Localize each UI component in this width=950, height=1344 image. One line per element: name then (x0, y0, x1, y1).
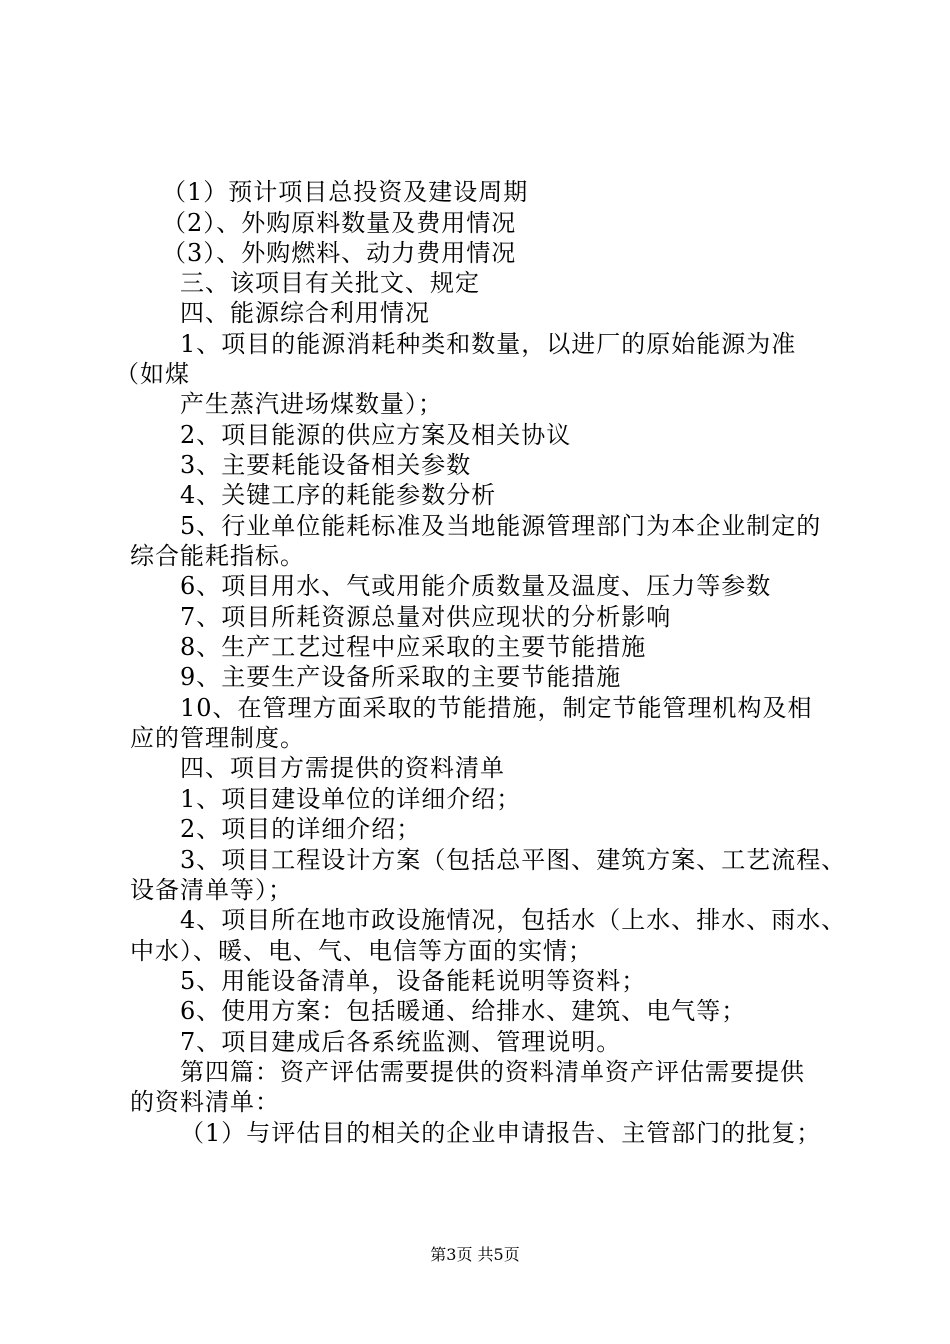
text-line: 4、关键工序的耗能参数分析 (180, 481, 497, 509)
page-number-footer: 第3页 共5页 (430, 1245, 520, 1264)
text-line: （1）与评估目的相关的企业申请报告、主管部门的批复； (180, 1119, 822, 1147)
text-line: 9、主要生产设备所采取的主要节能措施 (180, 663, 622, 691)
text-line: 10、在管理方面采取的节能措施，制定节能管理机构及相 (180, 694, 813, 722)
text-line: 5、用能设备清单，设备能耗说明等资料； (180, 967, 647, 995)
text-line: 的资料清单： (130, 1088, 280, 1116)
text-line: 7、项目所耗资源总量对供应现状的分析影响 (180, 603, 672, 631)
text-line: （1）预计项目总投资及建设周期 (162, 178, 529, 206)
text-line: （如煤 (115, 360, 190, 388)
text-line: 6、使用方案：包括暖通、给排水、建筑、电气等； (180, 997, 747, 1025)
text-line: 三、该项目有关批文、规定 (180, 269, 480, 297)
text-line: 2、项目的详细介绍； (180, 815, 422, 843)
text-line: 1、项目的能源消耗种类和数量，以进厂的原始能源为准 (180, 330, 797, 358)
text-line: 第四篇：资产评估需要提供的资料清单资产评估需要提供 (180, 1058, 805, 1086)
text-line: 四、能源综合利用情况 (180, 299, 430, 327)
text-line: 3、主要耗能设备相关参数 (180, 451, 472, 479)
text-line: 中水）、暖、电、气、电信等方面的实情； (130, 937, 593, 965)
text-line: 产生蒸汽进场煤数量）； (180, 390, 443, 418)
text-line: 应的管理制度。 (130, 724, 305, 752)
text-line: 设备清单等）； (130, 876, 293, 904)
text-line: （3）、外购燃料、动力费用情况 (162, 239, 517, 267)
text-line: 2、项目能源的供应方案及相关协议 (180, 421, 572, 449)
text-line: 1、项目建设单位的详细介绍； (180, 785, 522, 813)
text-line: 5、行业单位能耗标准及当地能源管理部门为本企业制定的 (180, 512, 822, 540)
text-line: （2）、外购原料数量及费用情况 (162, 209, 517, 237)
text-line: 综合能耗指标。 (130, 542, 305, 570)
text-line: 8、生产工艺过程中应采取的主要节能措施 (180, 633, 647, 661)
text-line: 3、项目工程设计方案（包括总平图、建筑方案、工艺流程、 (180, 846, 847, 874)
text-line: 6、项目用水、气或用能介质数量及温度、压力等参数 (180, 572, 772, 600)
text-line: 四、项目方需提供的资料清单 (180, 754, 505, 782)
text-line: 7、项目建成后各系统监测、管理说明。 (180, 1028, 622, 1056)
text-line: 4、项目所在地市政设施情况，包括水（上水、排水、雨水、 (180, 906, 847, 934)
